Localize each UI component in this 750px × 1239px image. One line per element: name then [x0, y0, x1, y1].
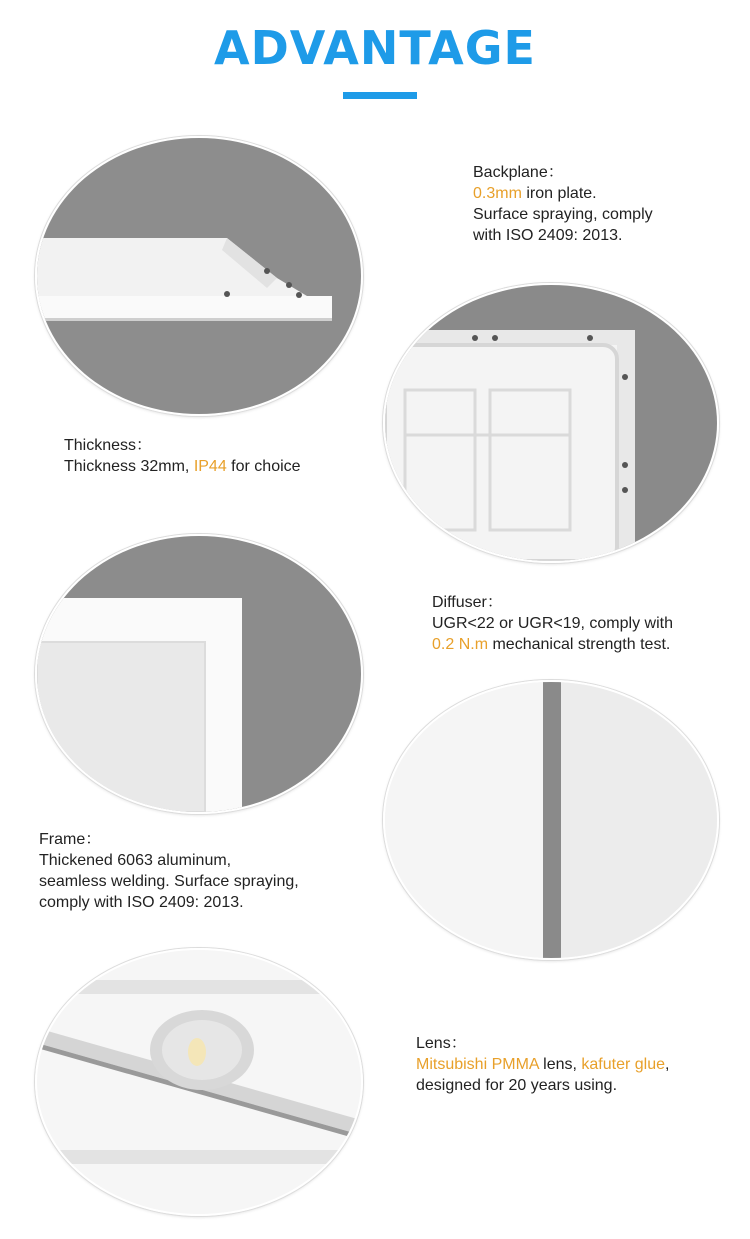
frame-line-1: Thickened 6063 aluminum,: [39, 852, 232, 869]
panel-edge-photo: [35, 136, 363, 416]
page-title: ADVANTAGE: [214, 21, 536, 75]
frame-line-2: seamless welding. Surface spraying,: [39, 873, 299, 890]
backplane-line-2: Surface spraying, comply: [473, 206, 653, 223]
frame-corner-photo: [35, 534, 363, 814]
lens-description: [416, 1033, 669, 1096]
backplane-thickness-value: 0.3mm: [473, 185, 522, 202]
diffuser-line-1: UGR<22 or UGR<19, comply with: [432, 615, 673, 632]
frame-heading: Frame：: [39, 831, 102, 848]
frame-description: [39, 829, 299, 913]
backplane-material-text: iron plate.: [521, 185, 597, 202]
frame-line-3: comply with ISO 2409: 2013.: [39, 894, 244, 911]
thickness-ip-rating: IP44: [193, 458, 227, 475]
backplane-line-3: with ISO 2409: 2013.: [473, 227, 623, 244]
lens-material: Mitsubishi PMMA: [416, 1056, 539, 1073]
lens-text-a: lens,: [538, 1056, 582, 1073]
backplane-heading: Backplane：: [473, 164, 564, 181]
diffuser-description: [432, 592, 673, 655]
thickness-heading: Thickness：: [64, 437, 153, 454]
diffuser-heading: Diffuser：: [432, 594, 503, 611]
title-underline: [343, 92, 417, 99]
backplane-description: [473, 162, 653, 246]
diffuser-strength-value: 0.2 N.m: [432, 636, 489, 653]
diffuser-strength-text: mechanical strength test.: [488, 636, 671, 653]
diffuser-photo: [383, 680, 719, 960]
thickness-description: [64, 435, 301, 477]
backplane-photo: [383, 283, 719, 563]
thickness-text-b: for choice: [226, 458, 301, 475]
thickness-text-a: Thickness 32mm,: [64, 458, 194, 475]
lens-photo: [35, 948, 363, 1216]
lens-line-2: designed for 20 years using.: [416, 1077, 618, 1094]
lens-text-b: ,: [665, 1056, 670, 1073]
lens-glue: kafuter glue: [581, 1056, 665, 1073]
lens-heading: Lens：: [416, 1035, 467, 1052]
